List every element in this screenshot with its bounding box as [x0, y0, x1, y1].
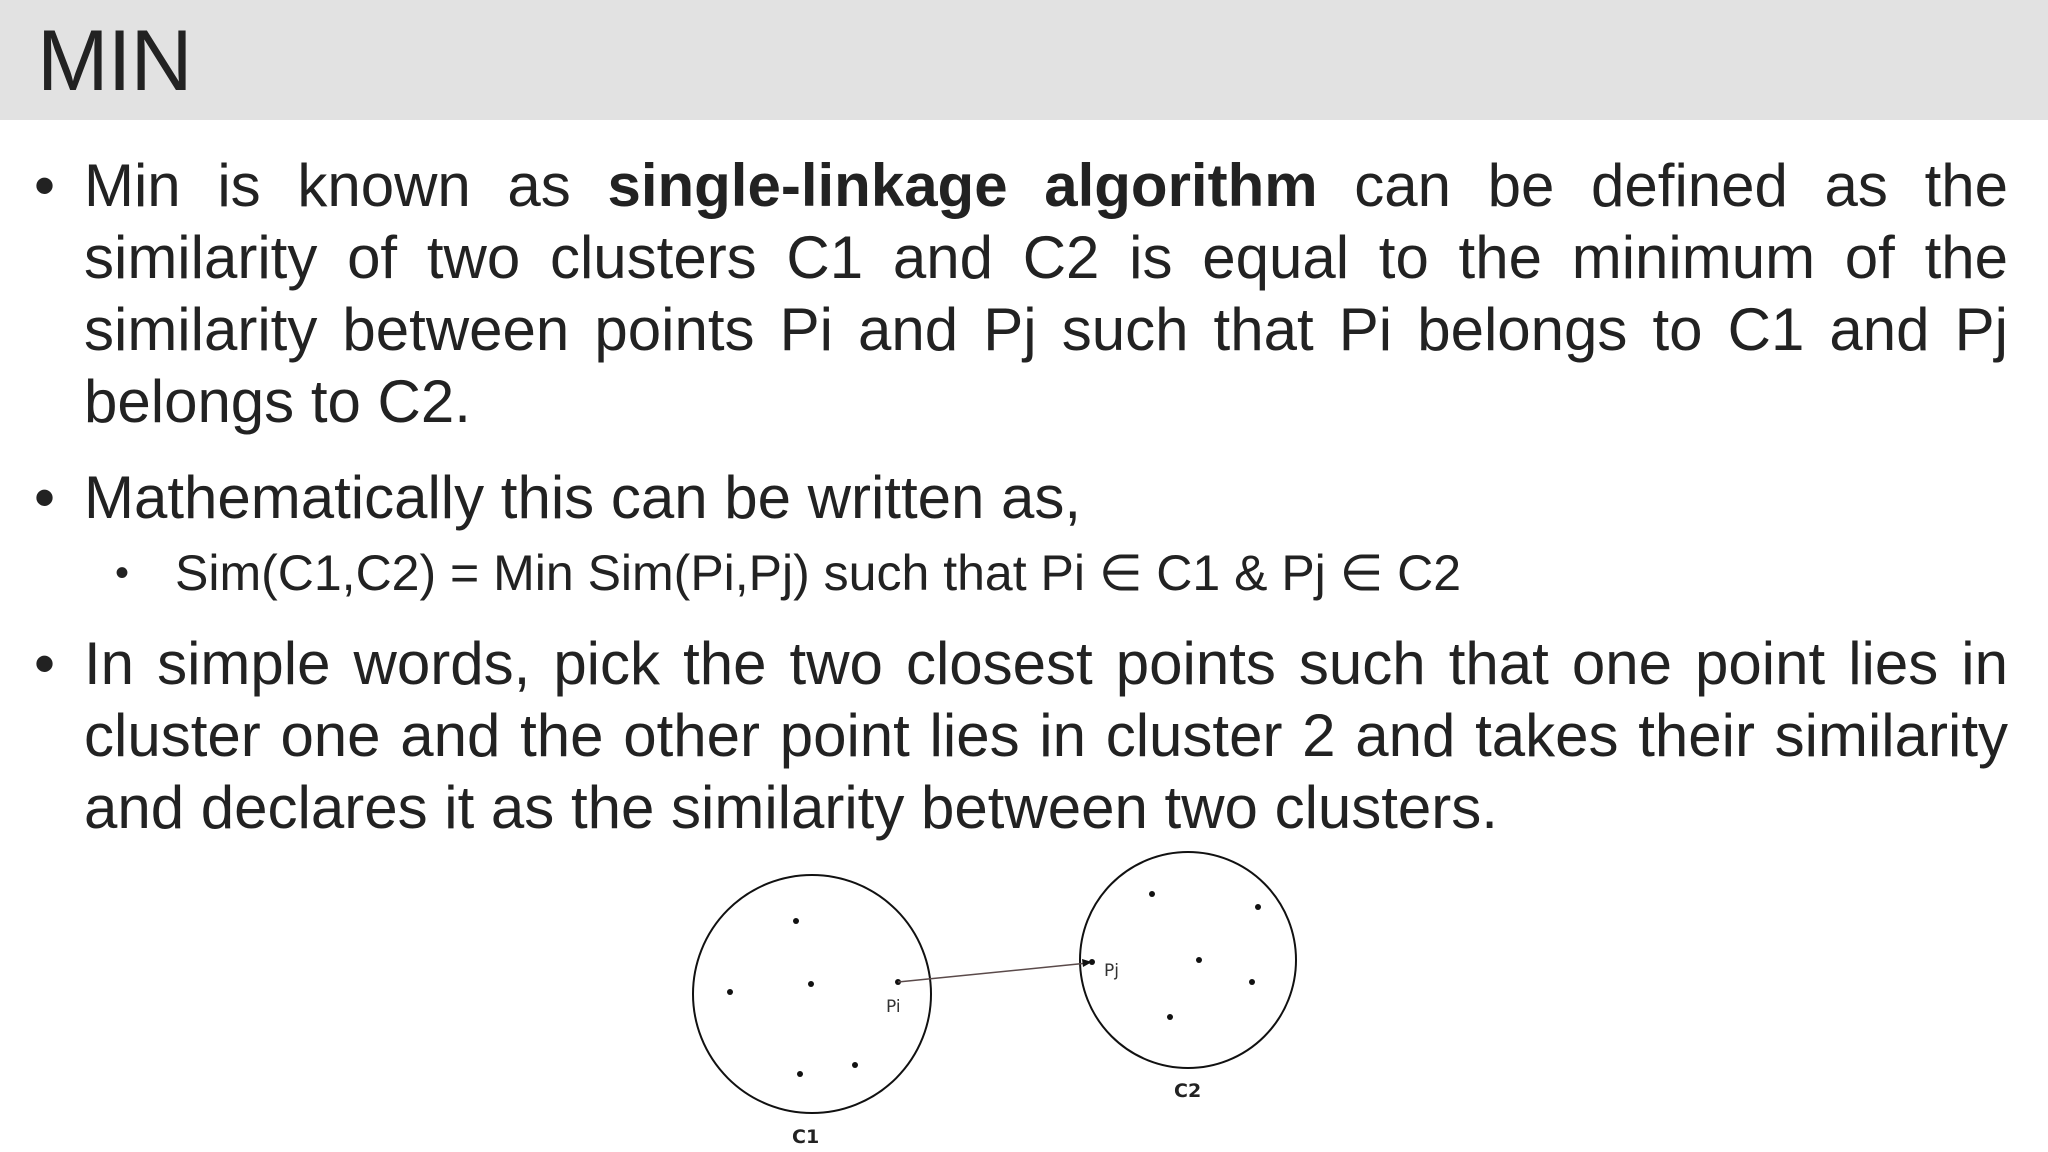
bullet-definition-bold: single-linkage algorithm: [607, 152, 1318, 219]
bullet-dot: •: [34, 630, 56, 697]
diagram-svg: [680, 840, 1320, 1152]
single-linkage-diagram: [680, 840, 1320, 1152]
bullet-dot: •: [34, 464, 56, 531]
bullet-dot: •: [34, 152, 56, 219]
bullet-definition-suffix: can be defined as the similarity of two clusters C1 and C2 is equal to the minimum of the similarity between points Pi and Pj such that Pi belongs to C1 and Pj belongs to C2.: [84, 152, 2008, 435]
sub-bullet-dot: •: [115, 551, 130, 595]
cluster-1-point: [808, 981, 814, 987]
bullet-simple-words: [34, 628, 2008, 844]
cluster-2-point: [1249, 979, 1255, 985]
slide-content: [0, 150, 2048, 844]
cluster-2-label: C2: [1174, 1080, 1202, 1102]
cluster-2-point: [1255, 904, 1261, 910]
cluster-2-point: [1149, 891, 1155, 897]
title-bar: [0, 0, 2048, 120]
sub-bullet-formula: [115, 538, 2048, 608]
cluster-1-point: [793, 918, 799, 924]
point-pi-label: Pi: [886, 997, 901, 1017]
point-pj-label: Pj: [1104, 961, 1119, 981]
slide-title: MIN: [37, 13, 192, 109]
cluster-1-point: [852, 1062, 858, 1068]
bullet-simple-words-text: In simple words, pick the two closest points such that one point lies in cluster one and the other point lies in cluster 2 and takes their similarity and declares it as the similarity between two clusters.: [84, 630, 2008, 841]
bullet-definition-prefix: Min is known as: [84, 152, 608, 219]
bullet-math: [34, 462, 2008, 534]
min-link-line: [898, 963, 1088, 982]
formula-text: Sim(C1,C2) = Min Sim(Pi,Pj) such that Pi ∈ C1 & Pj ∈ C2: [175, 545, 1462, 601]
cluster-2-point: [1167, 1014, 1173, 1020]
cluster-1-point: [727, 989, 733, 995]
cluster-2-circle: [1080, 852, 1296, 1068]
cluster-1-point: [797, 1071, 803, 1077]
cluster-2-point: [1196, 957, 1202, 963]
bullet-math-text: Mathematically this can be written as,: [84, 464, 1082, 531]
bullet-definition: [34, 150, 2008, 438]
cluster-1-label: C1: [792, 1126, 820, 1148]
